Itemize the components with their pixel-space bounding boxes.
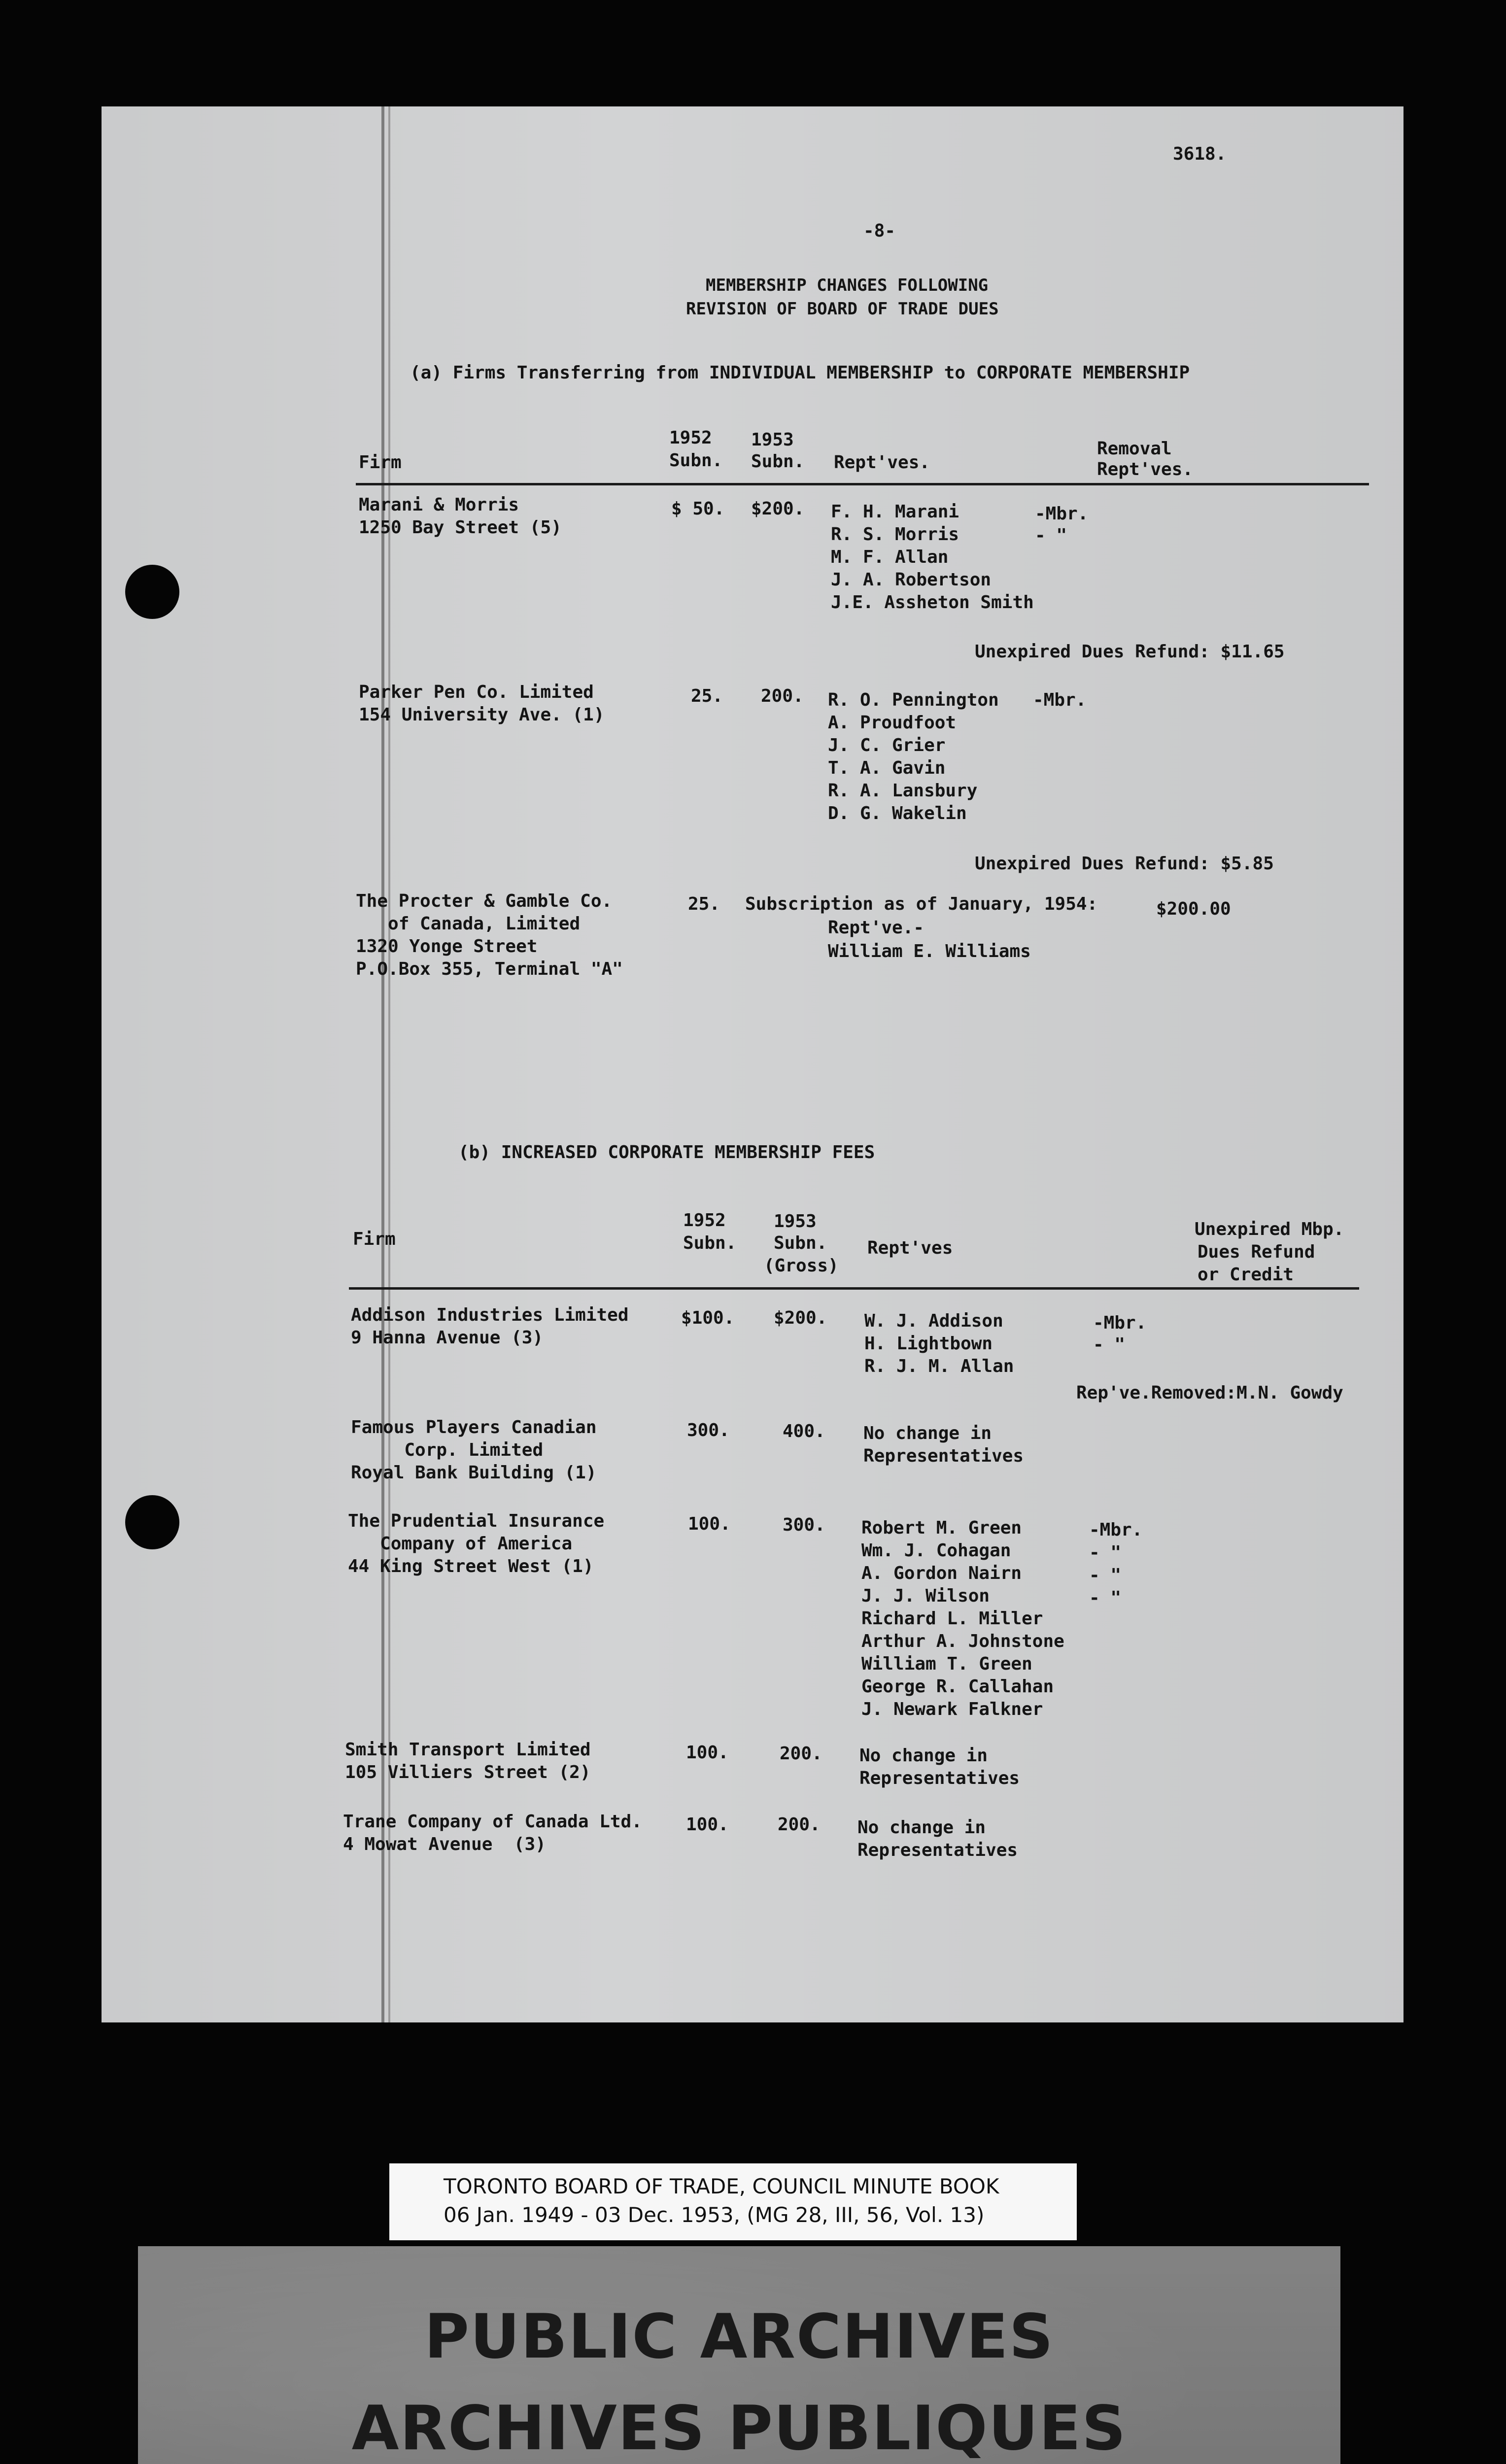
rep-label: Rept've.- <box>828 918 924 938</box>
subn-1953: 400. <box>783 1421 825 1441</box>
punch-hole <box>125 565 179 619</box>
public-archives-stamp <box>138 2246 1340 2464</box>
col-1952: 1952 <box>683 1210 726 1231</box>
col-firm: Firm <box>359 452 402 473</box>
subn-1952: 100. <box>686 1743 729 1763</box>
firm-address: 1250 Bay Street (5) <box>359 517 562 538</box>
page-marker: -8- <box>863 221 896 241</box>
member-mark: - " <box>1089 1565 1122 1585</box>
rep-name: Richard L. Miller <box>861 1608 1043 1629</box>
rep-name: R. S. Morris <box>831 524 959 545</box>
label-line-2: 06 Jan. 1949 - 03 Dec. 1953, (MG 28, III, 56, Vol. 13) <box>444 2203 985 2227</box>
firm-address: 9 Hanna Avenue (3) <box>351 1328 544 1348</box>
subn-1952: 100. <box>686 1814 729 1835</box>
firm-name-cont: Corp. Limited <box>351 1440 544 1460</box>
firm-name: The Procter & Gamble Co. <box>356 891 613 911</box>
subn-1953: 200. <box>780 1744 822 1764</box>
page-fold <box>388 106 390 2022</box>
page-fold <box>381 106 384 2022</box>
subn-1952: 100. <box>688 1514 731 1534</box>
col-unexpired: Unexpired Mbp. <box>1195 1219 1344 1239</box>
subn-1953: 200. <box>778 1814 821 1835</box>
rep-name: Wm. J. Cohagan <box>861 1540 1011 1561</box>
section-b-heading: (b) INCREASED CORPORATE MEMBERSHIP FEES <box>458 1142 875 1163</box>
firm-name-cont: Company of America <box>348 1534 573 1554</box>
punch-hole <box>125 1495 179 1549</box>
rep-name: J. C. Grier <box>828 735 946 755</box>
rep-name: Arthur A. Johnstone <box>861 1631 1064 1651</box>
member-mark: -Mbr. <box>1093 1313 1147 1333</box>
title-line-2: REVISION OF BOARD OF TRADE DUES <box>686 299 999 319</box>
firm-address: 1320 Yonge Street <box>356 936 538 957</box>
member-mark: -Mbr. <box>1089 1520 1143 1540</box>
firm-address: 105 Villiers Street (2) <box>345 1762 591 1782</box>
member-mark: - " <box>1093 1335 1126 1355</box>
header-rule <box>356 483 1369 485</box>
col-1952-subn: Subn. <box>669 450 723 471</box>
rep-name: J. Newark Falkner <box>861 1699 1043 1719</box>
header-rule <box>349 1287 1359 1290</box>
section-a-heading: (a) Firms Transferring from INDIVIDUAL MEMBERSHIP to CORPORATE MEMBERSHIP <box>410 363 1190 383</box>
rep-name: William T. Green <box>861 1654 1032 1674</box>
rep-name: A. Gordon Nairn <box>861 1563 1022 1583</box>
subn-1953: 200. <box>761 686 804 706</box>
firm-address: 154 University Ave. (1) <box>359 705 605 725</box>
rep-name: F. H. Marani <box>831 502 959 522</box>
label-line-1: TORONTO BOARD OF TRADE, COUNCIL MINUTE BOOK <box>444 2174 999 2198</box>
member-mark: -Mbr. <box>1033 690 1087 710</box>
col-reps: Rept'ves. <box>834 452 930 473</box>
subscription-amount: $200.00 <box>1156 899 1231 919</box>
note: No change in <box>863 1423 992 1443</box>
archive-reference-label <box>389 2163 1077 2240</box>
stamp-line-1: PUBLIC ARCHIVES <box>424 2301 1054 2372</box>
firm-name: Addison Industries Limited <box>351 1305 629 1325</box>
subn-1952: $100. <box>681 1308 735 1328</box>
refund-note: Unexpired Dues Refund: $5.85 <box>975 854 1274 874</box>
refund-note: Unexpired Dues Refund: $11.65 <box>975 642 1285 662</box>
col-removal: Removal <box>1097 439 1172 459</box>
firm-address: 4 Mowat Avenue (3) <box>343 1834 546 1854</box>
subn-1952: $ 50. <box>671 499 725 519</box>
rep-name: Robert M. Green <box>861 1518 1022 1538</box>
col-or-credit: or Credit <box>1198 1265 1294 1285</box>
col-removal-reps: Rept'ves. <box>1097 459 1194 479</box>
member-mark: - " <box>1089 1588 1122 1608</box>
subn-1953: 300. <box>783 1515 825 1535</box>
rep-name: H. Lightbown <box>864 1334 993 1354</box>
rep-name: D. G. Wakelin <box>828 803 967 823</box>
firm-name: Smith Transport Limited <box>345 1740 591 1760</box>
rep-name: J. A. Robertson <box>831 570 992 590</box>
subn-1952: 25. <box>688 894 720 914</box>
firm-name: Famous Players Canadian <box>351 1417 597 1437</box>
rep-name: George R. Callahan <box>861 1677 1054 1697</box>
subn-1953: $200. <box>774 1308 827 1328</box>
subscription-note: Subscription as of January, 1954: <box>745 894 1098 914</box>
col-1953: 1953 <box>751 430 794 450</box>
rep-name: J.E. Assheton Smith <box>831 592 1034 613</box>
col-1953-subn: Subn. <box>774 1233 827 1253</box>
col-1952: 1952 <box>669 428 712 448</box>
member-mark: - " <box>1035 525 1067 546</box>
rep-name: J. J. Wilson <box>861 1586 990 1606</box>
col-reps: Rept'ves <box>867 1238 953 1258</box>
note: No change in <box>859 1745 988 1766</box>
member-mark: -Mbr. <box>1035 504 1089 524</box>
col-dues-refund: Dues Refund <box>1198 1242 1315 1262</box>
rep-name: R. J. M. Allan <box>864 1356 1014 1376</box>
note: Representatives <box>863 1446 1024 1466</box>
rep-name: William E. Williams <box>828 941 1031 961</box>
col-1953-gross: (Gross) <box>764 1256 839 1276</box>
firm-address: P.O.Box 355, Terminal "A" <box>356 959 623 979</box>
col-1953: 1953 <box>774 1211 817 1232</box>
firm-name: Trane Company of Canada Ltd. <box>343 1812 642 1832</box>
firm-address: 44 King Street West (1) <box>348 1556 594 1576</box>
removed-note: Rep've.Removed:M.N. Gowdy <box>1076 1383 1343 1403</box>
subn-1952: 300. <box>687 1420 730 1440</box>
rep-name: A. Proudfoot <box>828 713 957 733</box>
subn-1953: $200. <box>751 499 805 519</box>
rep-name: W. J. Addison <box>864 1311 1003 1331</box>
note: Representatives <box>857 1840 1018 1860</box>
firm-name: Parker Pen Co. Limited <box>359 682 594 702</box>
stamp-line-2: ARCHIVES PUBLIQUES <box>351 2393 1127 2464</box>
rep-name: T. A. Gavin <box>828 758 946 778</box>
title-line-1: MEMBERSHIP CHANGES FOLLOWING <box>706 275 989 295</box>
subn-1952: 25. <box>691 686 723 706</box>
document-page <box>102 106 1403 2022</box>
note: Representatives <box>859 1768 1020 1788</box>
col-firm: Firm <box>353 1229 396 1249</box>
firm-name: Marani & Morris <box>359 495 519 515</box>
col-1952-subn: Subn. <box>683 1233 737 1253</box>
note: No change in <box>857 1817 986 1838</box>
rep-name: R. A. Lansbury <box>828 781 978 801</box>
page-number: 3618. <box>1173 144 1227 164</box>
member-mark: - " <box>1089 1542 1122 1563</box>
firm-name-cont: of Canada, Limited <box>356 914 581 934</box>
col-1953-subn: Subn. <box>751 451 805 472</box>
firm-address: Royal Bank Building (1) <box>351 1463 597 1483</box>
firm-name: The Prudential Insurance <box>348 1511 605 1531</box>
rep-name: R. O. Pennington <box>828 690 999 710</box>
rep-name: M. F. Allan <box>831 547 949 567</box>
